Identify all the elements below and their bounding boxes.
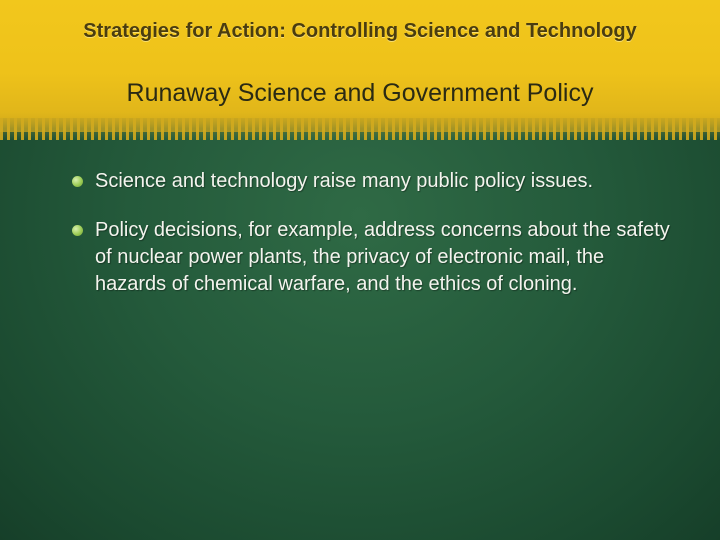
bullet-dot-icon <box>72 176 83 187</box>
bullet-item <box>72 217 672 298</box>
bullet-text: Policy decisions, for example, address concerns about the safety of nuclear power plants, the privacy of electronic mail, the hazards of chemical warfare, and the ethics of cloning. <box>95 219 670 295</box>
bullet-text: Science and technology raise many public policy issues. <box>95 170 594 192</box>
bullet-list <box>72 168 672 320</box>
slide-kicker: Strategies for Action: Controlling Science and Technology <box>83 20 637 42</box>
bullet-dot-icon <box>72 225 83 236</box>
bullet-item <box>72 168 672 195</box>
banner-fringe <box>0 118 720 140</box>
slide-title: Runaway Science and Government Policy <box>126 79 594 107</box>
